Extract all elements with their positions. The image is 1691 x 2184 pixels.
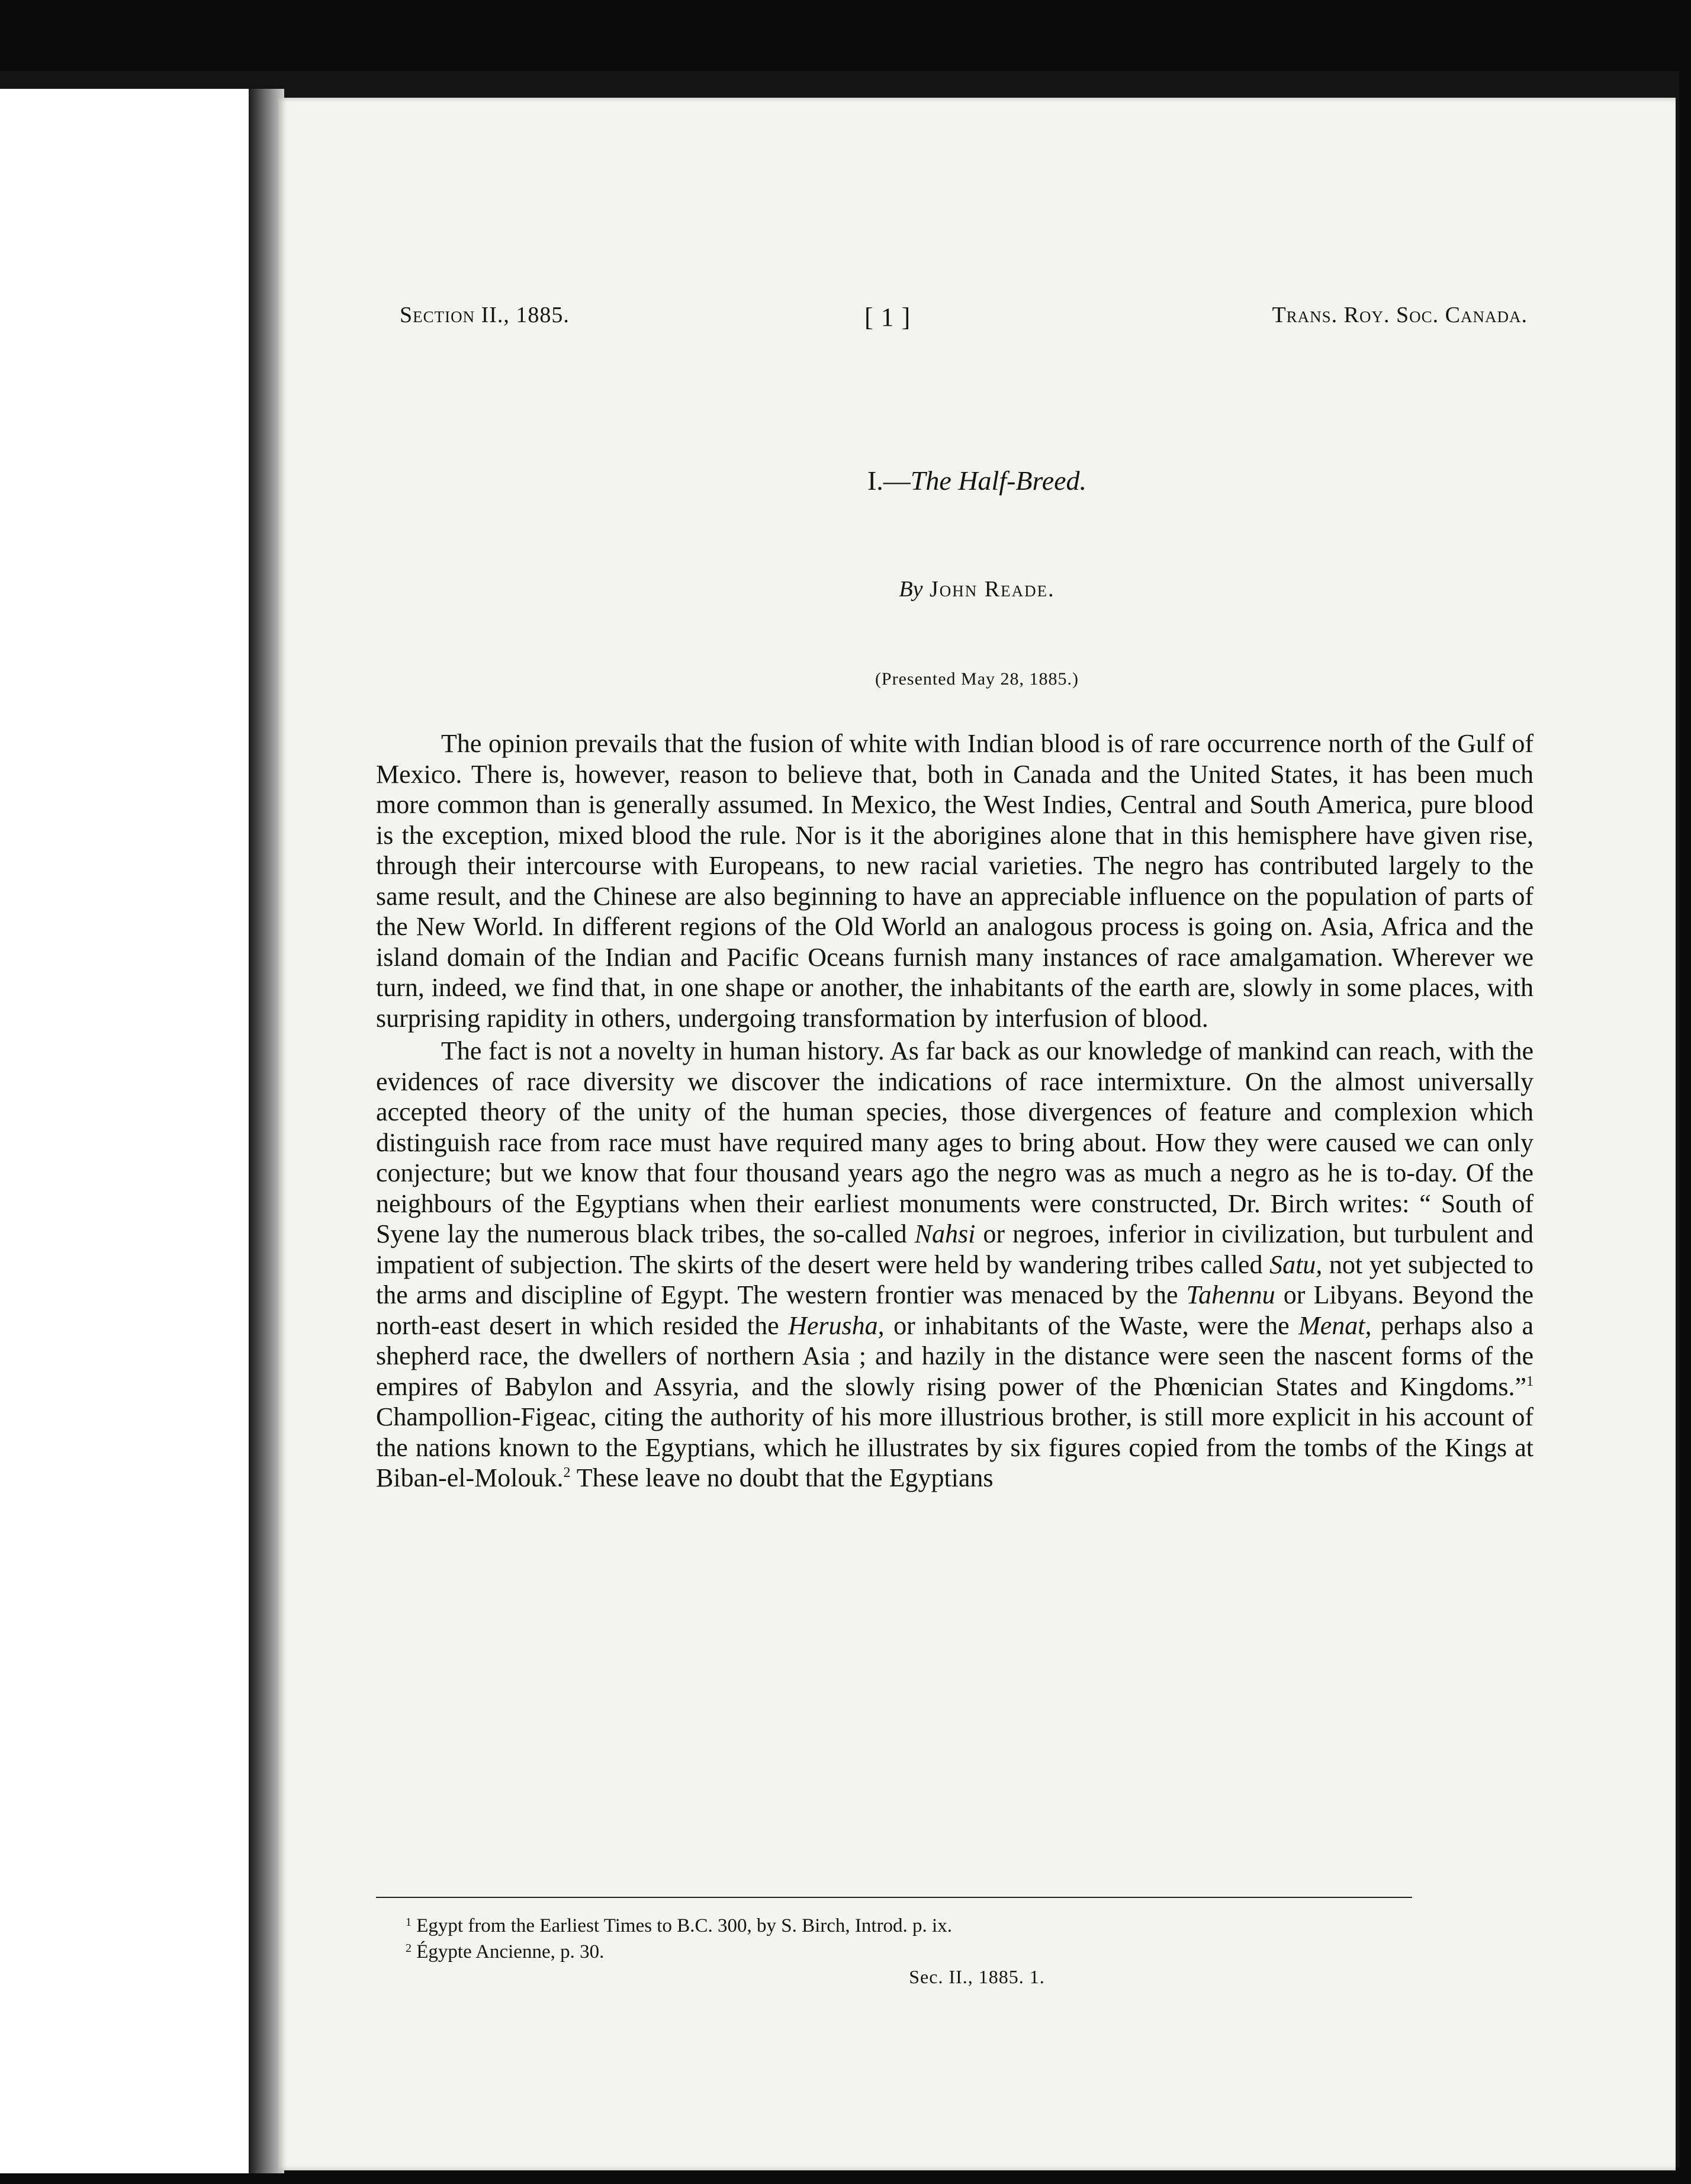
byline-prefix: By: [899, 577, 923, 602]
scanner-right-border: [1679, 0, 1691, 2184]
paragraph-2-text-b: or negroes, inferior in civilization, but turbulent and impatient of subjection. The skirts of the desert were held by wandering tribes called: [376, 1219, 1534, 1279]
term-satu: Satu,: [1269, 1250, 1323, 1279]
term-herusha: Herusha,: [788, 1311, 885, 1340]
signature-mark: Sec. II., 1885. 1.: [909, 1966, 1045, 1987]
paragraph-2-text-e: or inhabitants of the Waste, were the: [893, 1311, 1290, 1340]
term-nahsi: Nahsi: [914, 1219, 976, 1248]
footnote-2: [406, 1939, 952, 1965]
header-journal: Trans. Roy. Soc. Canada.: [1272, 303, 1528, 327]
term-tahennu: Tahennu: [1186, 1280, 1275, 1309]
article-title: [278, 465, 1676, 496]
paragraph-2-text-a: The fact is not a novelty in human history. As far back as our knowledge of mankind can reach, with the evidences of race diversity we discover the indications of race intermixture. On the almost universally accepted theory of the unity of the human species, those divergences of feature and complexion which distinguish race from race must have required many ages to bring about. How they were caused we can only conjecture; but we know that four thousand years ago the negro was as much a negro as he is to-day. Of the neighbours of the Egyptians when their earliest monuments were constructed, Dr. Birch writes: “ South of Syene lay the numerous black tribes, the so-called: [376, 1036, 1534, 1248]
paragraph-2-text-c: not yet subjected to the arms and discipline of Egypt. The western frontier was menaced by the: [376, 1250, 1534, 1309]
title-number: I.—: [867, 465, 911, 496]
footnote-1-text: Egypt from the Earliest Times to B.C. 300, by S. Birch, Introd. p. ix.: [416, 1915, 952, 1936]
header-page-number: [ 1 ]: [864, 303, 911, 332]
running-header: [278, 302, 1676, 349]
header-section: Section II., 1885.: [400, 303, 570, 327]
footnote-1: [406, 1913, 952, 1939]
paragraph-1: The opinion prevails that the fusion of white with Indian blood is of rare occurrence north of the Gulf of Mexico. There is, however, reason to believe that, both in Canada and the United States, it has been much more common than is generally assumed. In Mexico, the West Indies, Central and South America, pure blood is the exception, mixed blood the rule. Nor is it the aborigines alone that in this hemisphere have given rise, through their intercourse with Europeans, to new racial varieties. The negro has contributed largely to the same result, and the Chinese are also beginning to have an appreciable influence on the population of parts of the New World. In different regions of the Old World an analogous process is going on. Asia, Africa and the island domain of the Indian and Pacific Oceans furnish many instances of race amalgamation. Wherever we turn, indeed, we find that, in one shape or another, the inhabitants of the earth are, slowly in some places, with surprising rapidity in others, undergoing transformation by interfusion of blood.: [376, 729, 1534, 1033]
term-menat: Menat,: [1298, 1311, 1372, 1340]
byline: [278, 576, 1676, 602]
scanner-top-border: [0, 0, 1691, 71]
footnote-divider: [376, 1897, 1412, 1898]
footnote-2-mark: 2: [406, 1942, 412, 1955]
footnote-1-mark: 1: [406, 1916, 412, 1929]
footnotes: [406, 1913, 952, 1965]
footnote-ref-1[interactable]: 1: [1526, 1373, 1534, 1389]
page-content: [278, 98, 1676, 2170]
printed-page: [278, 98, 1676, 2170]
title-text: The Half-Breed.: [910, 465, 1087, 496]
footnote-ref-2[interactable]: 2: [563, 1465, 571, 1480]
footnote-2-text: Égypte Ancienne, p. 30.: [416, 1941, 605, 1963]
paragraph-2-text-d: or Libyans. Beyond the north-east desert in which resided the: [376, 1280, 1534, 1340]
paragraph-2-text-h: These leave no doubt that the Egyptians: [576, 1463, 994, 1492]
blank-facing-page: [0, 89, 249, 2173]
article-body: [376, 728, 1534, 1494]
paragraph-2-text-g: Champollion-Figeac, citing the authority of his more illustrious brother, is still more explicit in his account of the nations known to the Egyptians, which he illustrates by six figures copied from the tombs of the Kings at Biban-el-Molouk.: [376, 1402, 1534, 1492]
paragraph-2: [376, 1036, 1534, 1494]
paragraph-2-text-f: perhaps also a shepherd race, the dwellers of northern Asia ; and hazily in the distance were seen the nascent forms of the empires of Babylon and Assyria, and the slowly rising power of the Phœnician States and Kingdoms.”: [376, 1311, 1534, 1401]
presented-date: (Presented May 28, 1885.): [875, 669, 1079, 689]
author-name: John Reade.: [929, 577, 1055, 602]
